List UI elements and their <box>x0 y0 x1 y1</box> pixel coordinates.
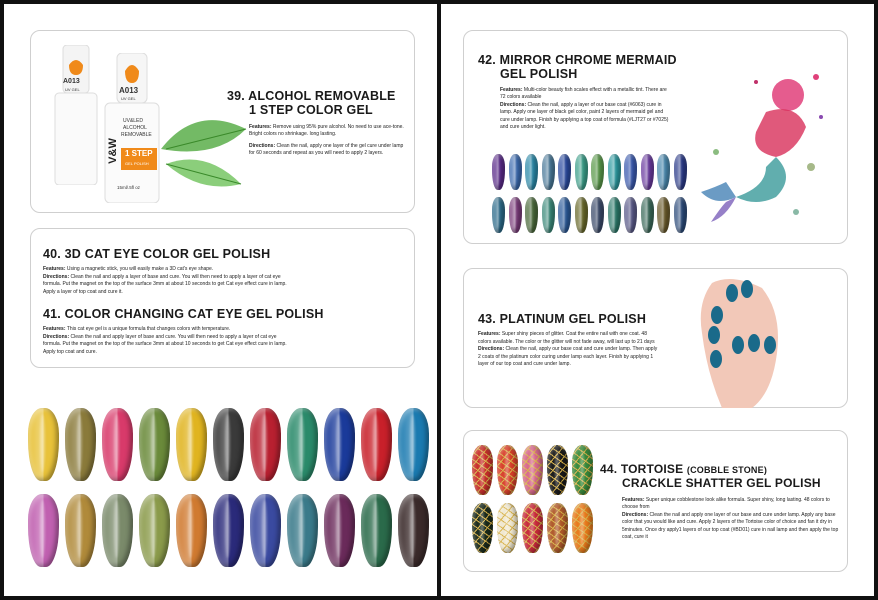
tortoise-nail-swatch-1 <box>472 445 493 495</box>
mermaid-nail-swatch-5 <box>558 154 571 190</box>
mermaid-nail-swatch-9 <box>624 154 637 190</box>
bottle-gel: GEL POLISH <box>125 161 149 166</box>
cat-eye-nail-swatch-10 <box>361 494 392 567</box>
tortoise-nail-swatch-3 <box>522 445 543 495</box>
mermaid-nail-swatch-3 <box>525 154 538 190</box>
hand-glitter-nails-photo <box>692 273 792 411</box>
mermaid-nail-swatch-6 <box>575 197 588 233</box>
tortoise-nail-swatch-2 <box>497 445 518 495</box>
features-label-40: Features: <box>43 266 66 273</box>
tortoise-nail-swatch-4 <box>547 503 568 553</box>
features-text-42: Multi-color beauty fish scales effect with a metallic tint. There are 72 colors available <box>500 86 667 101</box>
cat-eye-nail-swatch-11 <box>398 408 429 481</box>
cat-eye-nail-swatch-7 <box>250 494 281 567</box>
features-44 <box>600 497 844 512</box>
features-text-43: Super shiny pieces of glitter. Coat the entire nail with one coat. 48 colors available. The color or the glitter will not fade away, will last up to 21 days <box>478 331 655 345</box>
bottle-type-back: UV GEL <box>65 87 80 92</box>
directions-43 <box>478 346 658 369</box>
text-block-42 <box>478 53 698 132</box>
features-label-41: Features: <box>43 326 66 333</box>
directions-text-40: Clean the nail and apply a layer of base and cure. You will then need to apply a layer of cat eye formula. Put the magnet on the top of the surface 3mm at about 10 seconds to get Cat eye effect cure in lamp. Apply a layer of top coat and cure it. <box>43 273 287 295</box>
features-41 <box>43 326 403 334</box>
features-label-43: Features: <box>478 331 501 338</box>
title-44-prefix: 44. TORTOISE <box>600 462 684 476</box>
cat-eye-nail-swatch-5 <box>176 408 207 481</box>
text-block-43 <box>478 312 678 369</box>
product-card-43 <box>463 268 848 408</box>
features-42 <box>478 87 670 102</box>
mermaid-nail-swatch-2 <box>509 154 522 190</box>
directions-39 <box>227 143 407 158</box>
bottle-line2: ALCOHOL <box>123 125 147 131</box>
bottle-code-front: A013 <box>119 86 139 95</box>
tortoise-swatch-row-2 <box>472 503 593 553</box>
tortoise-swatch-row-1 <box>472 445 593 495</box>
mermaid-nail-swatch-4 <box>542 197 555 233</box>
directions-label-42: Directions: <box>500 101 527 108</box>
text-block-41 <box>43 307 403 356</box>
title-39-line1: 39. ALCOHOL REMOVABLE <box>227 89 396 103</box>
mermaid-nail-swatch-11 <box>657 197 670 233</box>
tortoise-nail-swatch-3 <box>522 503 543 553</box>
title-39 <box>227 89 407 118</box>
gel-bottle-front <box>103 53 161 203</box>
mermaid-nail-swatch-5 <box>558 197 571 233</box>
mermaid-nail-swatch-9 <box>624 197 637 233</box>
features-43 <box>478 331 658 346</box>
features-label-44: Features: <box>622 496 645 503</box>
directions-label-44: Directions: <box>622 511 649 518</box>
features-label-42: Features: <box>500 86 523 93</box>
tortoise-nail-swatch-4 <box>547 445 568 495</box>
directions-40 <box>43 274 293 297</box>
title-40: 40. 3D CAT EYE COLOR GEL POLISH <box>43 247 271 261</box>
cat-eye-nail-swatch-8 <box>287 494 318 567</box>
directions-label-40: Directions: <box>43 273 70 280</box>
cat-eye-nail-swatch-9 <box>324 494 355 567</box>
features-text-44: Super unique cobblestone look alike formula. Super shiny, long lasting. 48 colors to choose from <box>622 496 830 511</box>
right-page <box>441 4 874 596</box>
bottle-volume: 15ml/.5fl oz <box>117 185 141 190</box>
left-page <box>4 4 437 596</box>
directions-42 <box>478 102 670 132</box>
cat-eye-swatch-row-1 <box>28 408 429 481</box>
cat-eye-nail-swatch-6 <box>213 408 244 481</box>
title-39-line2: 1 STEP COLOR GEL <box>249 103 373 118</box>
cat-eye-nail-swatch-4 <box>139 494 170 567</box>
mermaid-nail-swatch-2 <box>509 197 522 233</box>
mermaid-nail-swatch-8 <box>608 154 621 190</box>
directions-text-44: Clean the nail and apply one layer of our base and cure under lamp. Apply any base color that you would like and cure. Apply 2 layers of the Tortoise color of choice and fan it dry in 5minutes. Once dry apply1 layers of our top coat (#BD01) cure in nail lamp and then apply the top coat, cure it <box>622 511 839 541</box>
mermaid-swatch-row-1 <box>492 154 687 190</box>
bottle-code-back: A013 <box>63 78 80 85</box>
cat-eye-nail-swatch-6 <box>213 494 244 567</box>
cat-eye-swatch-row-2 <box>28 494 429 567</box>
mermaid-nail-swatch-12 <box>674 197 687 233</box>
product-card-42 <box>463 30 848 244</box>
cat-eye-nail-swatch-2 <box>65 494 96 567</box>
title-44 <box>600 463 844 491</box>
tortoise-nail-swatch-5 <box>572 503 593 553</box>
directions-text-41: Clean the nail and apply layer of base and cure. You will then need to apply a layer of cat eye formula. Put the magnet on the top of the surface 3mm at about 10 seconds to get Cat eye effect cure in lamp. Apply top coat and cure. <box>43 333 287 355</box>
features-40 <box>43 266 403 274</box>
title-43: 43. PLATINUM GEL POLISH <box>478 312 647 326</box>
cat-eye-nail-swatch-9 <box>324 408 355 481</box>
directions-41 <box>43 334 293 357</box>
mermaid-nail-swatch-1 <box>492 154 505 190</box>
mermaid-nail-swatch-1 <box>492 197 505 233</box>
mermaid-nail-swatch-7 <box>591 197 604 233</box>
cat-eye-nail-swatch-2 <box>65 408 96 481</box>
bottle-line3: REMOVABLE <box>121 132 152 138</box>
directions-label-39: Directions: <box>249 142 276 149</box>
cat-eye-nail-swatch-5 <box>176 494 207 567</box>
directions-label-43: Directions: <box>478 346 505 353</box>
cat-eye-nail-swatch-1 <box>28 408 59 481</box>
tortoise-nail-swatch-5 <box>572 445 593 495</box>
mermaid-nail-swatch-10 <box>641 154 654 190</box>
title-41: 41. COLOR CHANGING CAT EYE GEL POLISH <box>43 307 324 321</box>
bottle-step: 1 STEP <box>125 149 153 158</box>
title-42-line1: 42. MIRROR CHROME MERMAID <box>478 53 677 67</box>
cat-eye-nail-swatch-3 <box>102 408 133 481</box>
cat-eye-nail-swatch-8 <box>287 408 318 481</box>
mermaid-swatch-row-2 <box>492 197 687 233</box>
text-block-39 <box>227 89 407 158</box>
features-label-39: Features: <box>249 123 272 130</box>
tortoise-nail-swatch-2 <box>497 503 518 553</box>
mermaid-nail-swatch-3 <box>525 197 538 233</box>
title-44-paren: (COBBLE STONE) <box>686 465 768 475</box>
cat-eye-nail-swatch-10 <box>361 408 392 481</box>
features-text-41: This cat eye gel is a unique formula that changes colors with temperature. <box>66 326 231 333</box>
mermaid-nail-swatch-4 <box>542 154 555 190</box>
mermaid-nail-swatch-10 <box>641 197 654 233</box>
title-44-line2: CRACKLE SHATTER GEL POLISH <box>622 475 821 490</box>
features-text-39: Remove using 95% pure alcohol. No need to use ace-tone. Bright colors no shrinkage. long lasting. <box>249 123 404 138</box>
directions-text-43: Clean the nail, apply our base coat and cure under lamp. Then apply 2 coats of the platinum color curing under lamp each layer. Finish by applying 1 layer of our top coat and cure under lamp. <box>478 346 658 368</box>
directions-text-42: Clean the nail, apply a layer of our base coat (#6063) cure in lamp. Apply one layer of black gel color, paint 2 layers of mermaid gel and cure under lamp. Finish by applying a top coat of formula (#LJT27 or #7025) and cure under light. <box>500 101 669 131</box>
text-block-40 <box>43 247 403 296</box>
product-card-39 <box>30 30 415 213</box>
bottle-type-front: UV GEL <box>121 96 136 101</box>
tortoise-nail-swatch-1 <box>472 503 493 553</box>
product-card-44 <box>463 430 848 572</box>
text-block-44 <box>600 463 844 542</box>
cat-eye-nail-swatch-3 <box>102 494 133 567</box>
cat-eye-nail-swatch-11 <box>398 494 429 567</box>
cat-eye-nail-swatch-1 <box>28 494 59 567</box>
title-42-line2: GEL POLISH <box>500 67 578 82</box>
mermaid-watercolor-illustration <box>696 57 836 237</box>
mermaid-nail-swatch-11 <box>657 154 670 190</box>
features-text-40: Using a magnetic stick, you will easily make a 3D cat's eye shape. <box>66 266 214 273</box>
mermaid-nail-swatch-8 <box>608 197 621 233</box>
mermaid-nail-swatch-7 <box>591 154 604 190</box>
bottle-line1: UV&LED <box>123 118 144 124</box>
mermaid-nail-swatch-12 <box>674 154 687 190</box>
features-39 <box>227 124 407 139</box>
bottle-brand: V&W <box>106 138 119 164</box>
product-card-40-41 <box>30 228 415 368</box>
gel-bottle-back <box>53 45 99 185</box>
mermaid-nail-swatch-6 <box>575 154 588 190</box>
directions-label-41: Directions: <box>43 333 70 340</box>
cat-eye-nail-swatch-4 <box>139 408 170 481</box>
directions-text-39: Clean the nail, apply one layer of the gel cure under lamp for 60 seconds and repeat as you will need to apply 2 layers. <box>249 142 404 157</box>
directions-44 <box>600 512 844 542</box>
cat-eye-nail-swatch-7 <box>250 408 281 481</box>
title-42 <box>478 53 698 82</box>
